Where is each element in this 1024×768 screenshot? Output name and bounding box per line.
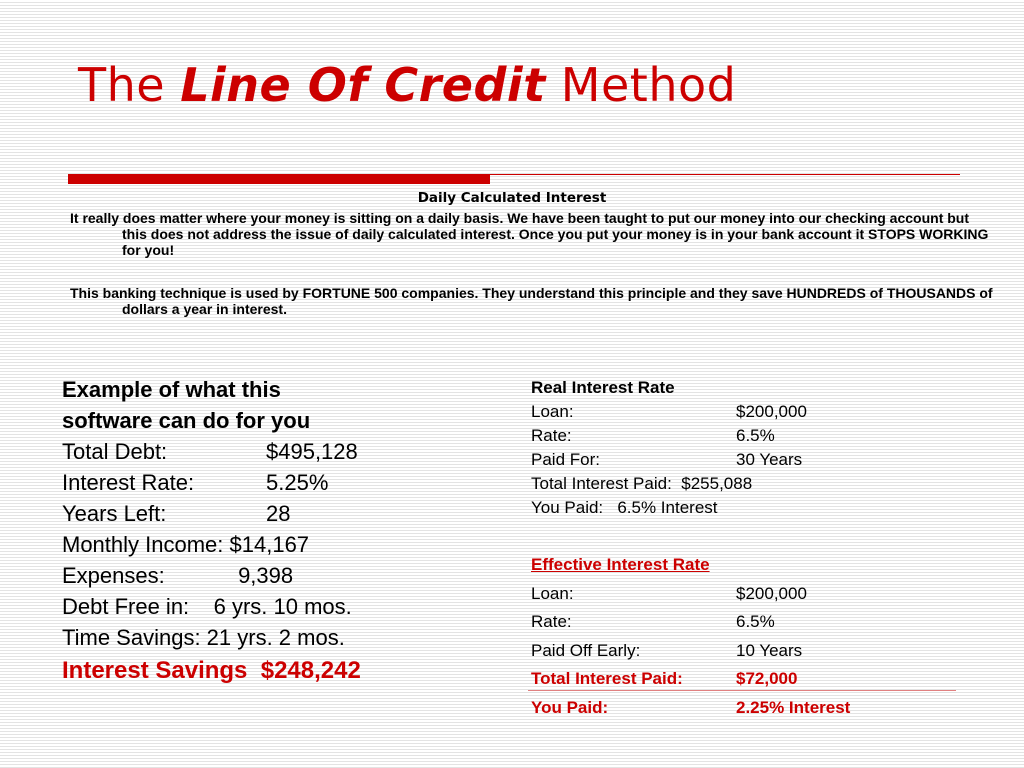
intro-paragraph: It really does matter where your money is sitting on a daily basis. We have been taught to put our money into our checking account but this does not address the issue of daily calculated interest. Once you put your money is in your bank account it STOPS WORKING for you! bbox=[70, 210, 989, 258]
title-suffix: Method bbox=[545, 58, 737, 112]
paid-off-early-row bbox=[531, 637, 951, 666]
row-label: Rate: bbox=[531, 612, 572, 631]
example-panel bbox=[62, 374, 502, 686]
effective-interest-heading: Effective Interest Rate bbox=[531, 555, 710, 574]
title-prefix: The bbox=[78, 58, 181, 112]
loan-row bbox=[531, 580, 951, 609]
expenses-line: Expenses: 9,398 bbox=[62, 563, 294, 588]
row-value: 6.5% bbox=[736, 612, 775, 631]
example-heading-line: software can do for you bbox=[62, 408, 311, 433]
monthly-income-line: Monthly Income: $14,167 bbox=[62, 532, 310, 557]
row-value: 30 Years bbox=[736, 450, 803, 469]
example-heading-line: Example of what this bbox=[62, 377, 281, 402]
row-label: Rate: bbox=[531, 426, 572, 445]
loan-row bbox=[531, 400, 951, 424]
paid-for-row bbox=[531, 448, 951, 472]
row-value: $200,000 bbox=[736, 402, 807, 421]
row-value: $495,128 bbox=[266, 439, 358, 464]
row-value: 28 bbox=[266, 501, 291, 526]
real-interest-panel bbox=[531, 376, 951, 520]
fortune-paragraph: This banking technique is used by FORTUNE 500 companies. They understand this principle and they save HUNDREDS of THOUSANDS of dollars a year in interest. bbox=[70, 285, 993, 317]
slide-title bbox=[78, 58, 736, 112]
section-subheading: Daily Calculated Interest bbox=[417, 190, 607, 206]
row-value: $72,000 bbox=[736, 669, 798, 688]
title-underline-thick bbox=[68, 174, 490, 184]
row-value: 5.25% bbox=[266, 470, 329, 495]
row-value: 6.5% bbox=[736, 426, 775, 445]
effective-interest-panel bbox=[531, 551, 951, 722]
rate-row bbox=[531, 608, 951, 637]
real-interest-heading: Real Interest Rate bbox=[531, 378, 675, 397]
you-paid-line: You Paid: 6.5% Interest bbox=[531, 498, 718, 517]
title-underline-thin bbox=[490, 174, 960, 175]
you-paid-row bbox=[531, 694, 951, 723]
row-label: Total Interest Paid: bbox=[531, 669, 683, 688]
row-value: 10 Years bbox=[736, 640, 803, 660]
total-interest-paid-line: Total Interest Paid: $255,088 bbox=[531, 474, 753, 493]
row-label: Paid For: bbox=[531, 450, 600, 469]
row-label: Loan: bbox=[531, 583, 574, 603]
interest-rate-row bbox=[62, 467, 502, 498]
row-label: Years Left: bbox=[62, 501, 167, 526]
rate-row bbox=[531, 424, 951, 448]
row-label: Paid Off Early: bbox=[531, 640, 641, 660]
years-left-row bbox=[62, 498, 502, 529]
row-label: Loan: bbox=[531, 402, 574, 421]
divider-line bbox=[528, 690, 956, 691]
row-label: Total Debt: bbox=[62, 439, 168, 464]
row-value: 2.25% Interest bbox=[736, 697, 851, 717]
row-value: $200,000 bbox=[736, 583, 807, 603]
title-emphasis: Line Of Credit bbox=[180, 58, 546, 112]
row-label: Interest Rate: bbox=[62, 470, 195, 495]
row-label: You Paid: bbox=[531, 697, 609, 717]
total-debt-row bbox=[62, 436, 502, 467]
interest-savings-line: Interest Savings $248,242 bbox=[62, 657, 361, 684]
debt-free-line: Debt Free in: 6 yrs. 10 mos. bbox=[62, 594, 352, 619]
time-savings-line: Time Savings: 21 yrs. 2 mos. bbox=[62, 625, 345, 650]
